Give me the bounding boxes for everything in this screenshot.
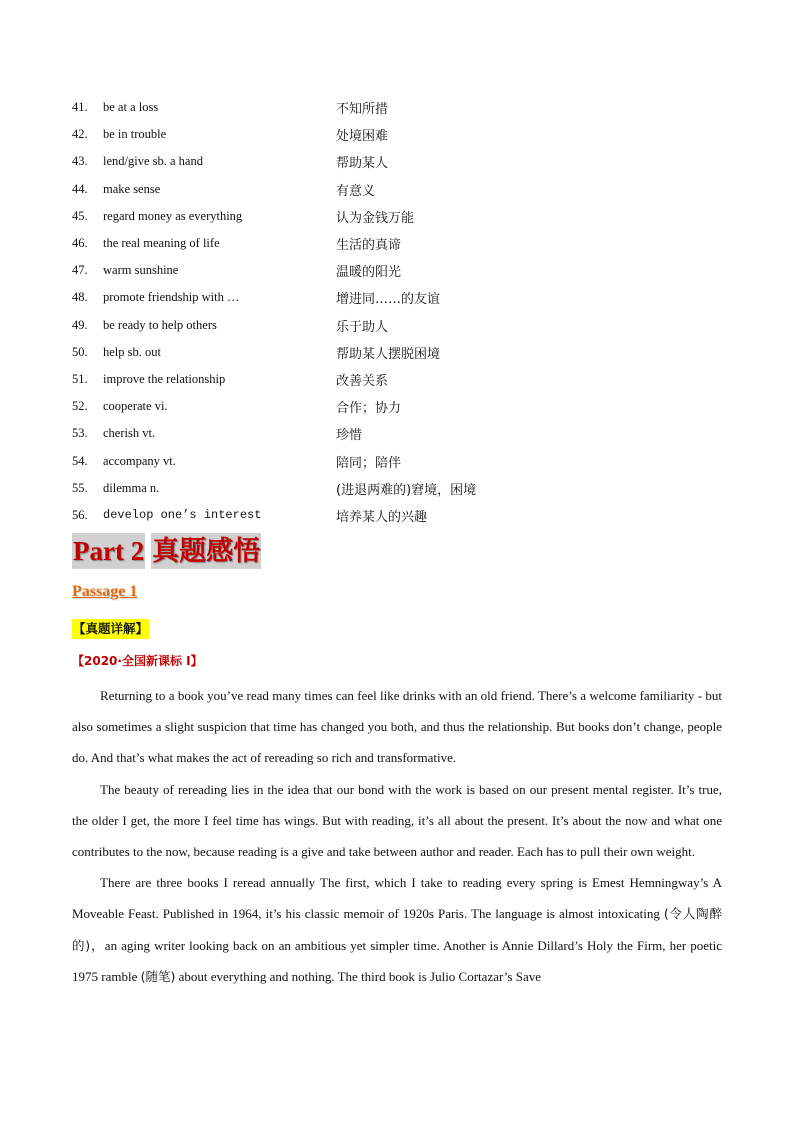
vocab-number: 55.	[72, 480, 88, 495]
vocab-english: cooperate vi.	[103, 399, 168, 414]
vocab-row	[72, 148, 732, 175]
vocab-number: 44.	[72, 181, 88, 196]
vocab-english: dilemma n.	[103, 480, 160, 495]
vocab-row	[72, 121, 732, 148]
vocab-english: lend/give sb. a hand	[103, 154, 203, 169]
vocab-number: 42.	[72, 127, 88, 142]
vocab-chinese: 生活的真谛	[336, 238, 402, 254]
vocab-number: 46.	[72, 236, 88, 251]
part-label: Part 2	[72, 533, 145, 569]
vocab-chinese: 增进同……的友谊	[336, 292, 441, 308]
vocab-number: 41.	[72, 100, 88, 115]
vocab-chinese: 认为金钱万能	[336, 210, 415, 226]
vocab-row	[72, 475, 732, 502]
vocab-row	[72, 502, 732, 529]
vocab-chinese: 帮助某人	[336, 156, 389, 172]
vocab-number: 52.	[72, 399, 88, 414]
vocab-english: improve the relationship	[103, 371, 226, 386]
part-heading	[72, 533, 261, 569]
vocab-number: 53.	[72, 426, 88, 441]
vocab-english: be at a loss	[103, 100, 159, 115]
vocab-number: 50.	[72, 344, 88, 359]
vocab-chinese: 合作；协力	[336, 401, 402, 417]
paragraph: The beauty of rereading lies in the idea that our bond with the work is based on our present mental register. It’s true, the older I get, the more I feel time has wings. But with reading, it’s all about the present. It’s about the now and what one contributes to the now, because reading is a give and take between author and reader. Each has to pull their own weight.	[72, 781, 722, 860]
paragraph-text: about everything and nothing. The third book is Julio Cortazar’s Save	[175, 968, 541, 984]
vocab-row	[72, 257, 732, 284]
vocab-english: develop one’s interest	[103, 508, 262, 523]
vocab-chinese: 不知所措	[336, 102, 389, 118]
vocab-number: 48.	[72, 290, 88, 305]
vocab-chinese: (进退两难的)窘境，困境	[336, 482, 477, 498]
vocab-number: 56.	[72, 507, 88, 522]
vocab-chinese: 陪同；陪伴	[336, 455, 402, 471]
vocab-number: 54.	[72, 453, 88, 468]
vocab-english: be in trouble	[103, 127, 167, 142]
vocab-chinese: 珍惜	[336, 428, 363, 444]
vocab-english: regard money as everything	[103, 208, 243, 223]
vocab-row	[72, 447, 732, 474]
section-label: 【真题详解】	[72, 619, 149, 639]
vocab-english: warm sunshine	[103, 263, 179, 278]
vocab-english: the real meaning of life	[103, 236, 220, 251]
vocab-english: accompany vt.	[103, 453, 176, 468]
vocab-number: 45.	[72, 208, 88, 223]
vocab-chinese: 乐于助人	[336, 319, 389, 335]
vocab-row	[72, 284, 732, 311]
vocab-number: 49.	[72, 317, 88, 332]
passage-title: Passage 1	[72, 583, 138, 600]
gloss: (随笔)	[140, 968, 176, 984]
vocab-english: help sb. out	[103, 344, 161, 359]
vocab-chinese: 处境困难	[336, 129, 389, 145]
vocab-row	[72, 94, 732, 121]
vocab-row	[72, 203, 732, 230]
exam-source: 【2020·全国新课标 I】	[72, 654, 203, 668]
vocab-row	[72, 339, 732, 366]
passage-body	[72, 680, 722, 992]
paragraph	[72, 867, 722, 992]
vocab-english: make sense	[103, 181, 161, 196]
vocab-number: 43.	[72, 154, 88, 169]
vocab-chinese: 改善关系	[336, 373, 389, 389]
vocab-english: cherish vt.	[103, 426, 156, 441]
paragraph: Returning to a book you’ve read many times can feel like drinks with an old friend. There’s a welcome familiarity - but also sometimes a slight suspicion that time has changed you both, and thus the relationship. But books don’t change, people do. And that’s what makes the act of rereading so rich and transformative.	[72, 688, 722, 766]
vocab-english: be ready to help others	[103, 317, 217, 332]
vocab-chinese: 有意义	[336, 183, 376, 199]
vocab-chinese: 温暖的阳光	[336, 265, 402, 281]
vocab-number: 47.	[72, 263, 88, 278]
vocab-row	[72, 176, 732, 203]
gloss: (令人陶醉的)	[72, 906, 722, 953]
vocab-row	[72, 230, 732, 257]
vocab-english: promote friendship with …	[103, 290, 240, 305]
vocab-number: 51.	[72, 371, 88, 386]
vocab-row	[72, 312, 732, 339]
vocab-row	[72, 366, 732, 393]
paragraph-text: There are three books I reread annually The first, which I take to reading every spring is Emest Hemningway’s A Moveable Feast. Published in 1964, it’s his classic memoir of 1920s Paris. The language is almost intoxicating	[72, 875, 722, 922]
vocab-row	[72, 393, 732, 420]
part-title: 真题感悟	[151, 533, 261, 569]
vocab-row	[72, 420, 732, 447]
vocabulary-list	[72, 94, 732, 529]
paragraph-text: ，an aging writer looking back on an ambitious yet simpler time. Another is Annie Dillard’s Holy the Firm, her poetic 1975 ramble	[72, 937, 722, 984]
vocab-chinese: 帮助某人摆脱困境	[336, 346, 441, 362]
vocab-chinese: 培养某人的兴趣	[336, 509, 428, 525]
